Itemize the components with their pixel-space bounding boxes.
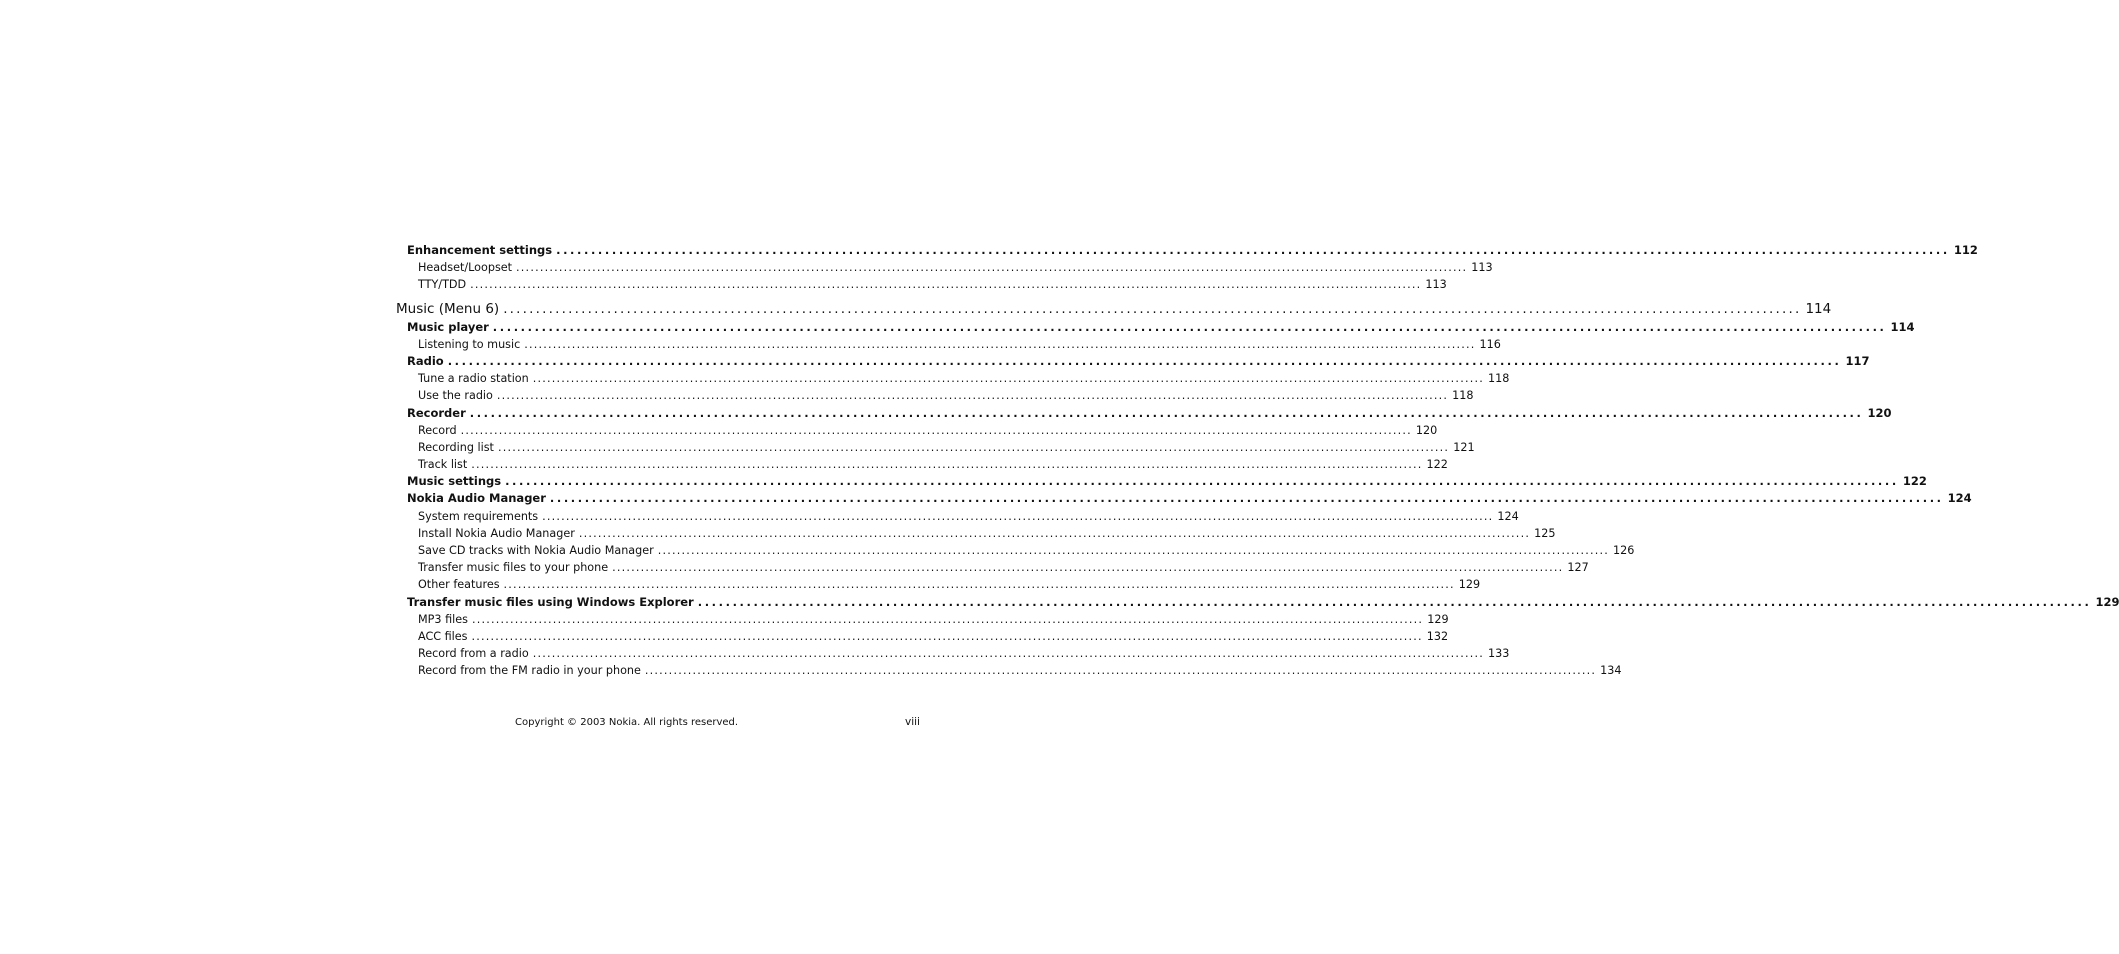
toc-entry-page: 122 <box>1426 458 1448 472</box>
toc-entry-label: Transfer music files using Windows Explorer <box>407 594 694 609</box>
dot-leader: ........................................................................................................................................................................................................ <box>471 458 1423 472</box>
toc-entry-page: 112 <box>1953 243 1978 257</box>
toc-entry[interactable] <box>396 456 1448 473</box>
toc-entry-label: TTY/TDD <box>418 278 467 292</box>
toc-entry-label: Record <box>418 423 457 437</box>
toc-entry-label: Transfer music files to your phone <box>418 561 609 575</box>
toc-entry-page: 126 <box>1613 544 1635 557</box>
toc-entry-label: MP3 files <box>418 612 468 626</box>
dot-leader: ........................................................................................................................................................................................................ <box>503 578 1455 592</box>
toc-entry-page: 113 <box>1471 261 1493 275</box>
toc-entry[interactable] <box>396 439 1475 456</box>
toc-entry-page: 132 <box>1426 629 1449 643</box>
dot-leader: ........................................................................................................................................................................................................ <box>469 405 1864 420</box>
toc-entry-label: Listening to music <box>418 337 521 351</box>
toc-entry[interactable] <box>396 276 1447 293</box>
dot-leader: ........................................................................................................................................................................................................ <box>657 544 1610 557</box>
dot-leader: ........................................................................................................................................................................................................ <box>549 491 1944 506</box>
toc-entry-page: 114 <box>1805 300 1832 317</box>
toc-entry[interactable] <box>396 405 1892 422</box>
dot-leader: ........................................................................................................................................................................................................ <box>516 261 1468 275</box>
toc-entry[interactable] <box>396 242 1978 259</box>
toc-entry[interactable] <box>396 628 1449 645</box>
toc-entry-label: Recording list <box>418 440 494 454</box>
table-of-contents <box>396 242 2119 680</box>
toc-entry-page: 129 <box>1427 612 1449 626</box>
toc-entry[interactable] <box>396 525 1556 542</box>
toc-entry-label: Save CD tracks with Nokia Audio Manager <box>418 544 654 557</box>
toc-entry-label: Nokia Audio Manager <box>407 491 546 506</box>
page-number: viii <box>905 716 920 728</box>
toc-entry[interactable] <box>396 299 1832 319</box>
toc-entry-label: System requirements <box>418 509 539 523</box>
dot-leader: ........................................................................................................................................................................................................ <box>644 664 1597 678</box>
toc-entry-label: Enhancement settings <box>407 243 553 257</box>
toc-entry[interactable] <box>396 336 1501 353</box>
toc-entry[interactable] <box>396 508 1519 525</box>
dot-leader: ........................................................................................................................................................................................................ <box>503 300 1802 317</box>
dot-leader: ........................................................................................................................................................................................................ <box>447 353 1842 368</box>
toc-entry-label: Other features <box>418 578 500 592</box>
dot-leader: ........................................................................................................................................................................................................ <box>532 647 1484 661</box>
dot-leader: ........................................................................................................................................................................................................ <box>505 474 1899 489</box>
dot-leader: ........................................................................................................................................................................................................ <box>532 372 1484 386</box>
toc-entry-page: 129 <box>2095 594 2119 609</box>
toc-entry[interactable] <box>396 542 1635 559</box>
toc-entry-page: 118 <box>1452 389 1474 403</box>
toc-entry-page: 121 <box>1453 440 1475 454</box>
toc-entry[interactable] <box>396 611 1449 628</box>
toc-entry-page: 113 <box>1425 278 1447 292</box>
dot-leader: ........................................................................................................................................................................................................ <box>697 594 2092 609</box>
toc-entry-label: Music player <box>407 319 489 334</box>
toc-entry-page: 127 <box>1567 561 1589 575</box>
toc-entry[interactable] <box>396 559 1589 576</box>
dot-leader: ........................................................................................................................................................................................................ <box>524 337 1476 351</box>
dot-leader: ........................................................................................................................................................................................................ <box>542 509 1494 523</box>
toc-entry-page: 125 <box>1534 526 1556 540</box>
toc-entry[interactable] <box>396 353 1870 370</box>
toc-entry-label: Music (Menu 6) <box>396 300 500 317</box>
toc-entry-page: 120 <box>1415 423 1438 437</box>
toc-entry-label: Tune a radio station <box>418 372 529 386</box>
toc-entry-label: Install Nokia Audio Manager <box>418 526 575 540</box>
toc-entry-label: Track list <box>418 458 468 472</box>
toc-entry-page: 120 <box>1867 405 1892 420</box>
toc-entry[interactable] <box>396 473 1927 490</box>
toc-entry-page: 114 <box>1890 319 1915 334</box>
toc-entry[interactable] <box>396 576 1481 593</box>
toc-entry[interactable] <box>396 422 1438 439</box>
toc-entry[interactable] <box>396 259 1493 276</box>
toc-entry-label: Record from the FM radio in your phone <box>418 664 641 678</box>
dot-leader: ........................................................................................................................................................................................................ <box>460 423 1412 437</box>
toc-entry-page: 116 <box>1479 337 1501 351</box>
toc-entry-label: ACC files <box>418 629 468 643</box>
dot-leader: ........................................................................................................................................................................................................ <box>496 389 1449 403</box>
toc-entry[interactable] <box>396 387 1474 404</box>
toc-entry[interactable] <box>396 594 2119 611</box>
copyright-notice: Copyright © 2003 Nokia. All rights reserved. <box>515 717 739 728</box>
toc-entry-page: 117 <box>1845 353 1870 368</box>
toc-entry-label: Recorder <box>407 405 466 420</box>
toc-entry-page: 124 <box>1497 509 1519 523</box>
dot-leader: ........................................................................................................................................................................................................ <box>471 629 1423 643</box>
dot-leader: ........................................................................................................................................................................................................ <box>556 243 1950 257</box>
dot-leader: ........................................................................................................................................................................................................ <box>578 526 1531 540</box>
dot-leader: ........................................................................................................................................................................................................ <box>612 561 1564 575</box>
toc-entry-page: 129 <box>1458 578 1481 592</box>
toc-entry-page: 133 <box>1487 647 1510 661</box>
dot-leader: ........................................................................................................................................................................................................ <box>492 319 1887 334</box>
toc-entry[interactable] <box>396 662 1622 679</box>
toc-entry-label: Use the radio <box>418 389 493 403</box>
toc-entry-page: 124 <box>1947 491 1972 506</box>
dot-leader: ........................................................................................................................................................................................................ <box>471 612 1424 626</box>
dot-leader: ........................................................................................................................................................................................................ <box>470 278 1422 292</box>
toc-entry-page: 122 <box>1902 474 1927 489</box>
toc-entry[interactable] <box>396 370 1510 387</box>
toc-entry[interactable] <box>396 645 1510 662</box>
dot-leader: ........................................................................................................................................................................................................ <box>497 440 1450 454</box>
toc-entry-page: 134 <box>1600 664 1622 678</box>
toc-entry-label: Record from a radio <box>418 647 529 661</box>
toc-entry-label: Music settings <box>407 474 502 489</box>
toc-entry-label: Headset/Loopset <box>418 261 513 275</box>
toc-entry[interactable] <box>396 490 1972 507</box>
toc-entry[interactable] <box>396 319 1915 336</box>
toc-entry-label: Radio <box>407 353 444 368</box>
toc-entry-page: 118 <box>1487 372 1510 386</box>
